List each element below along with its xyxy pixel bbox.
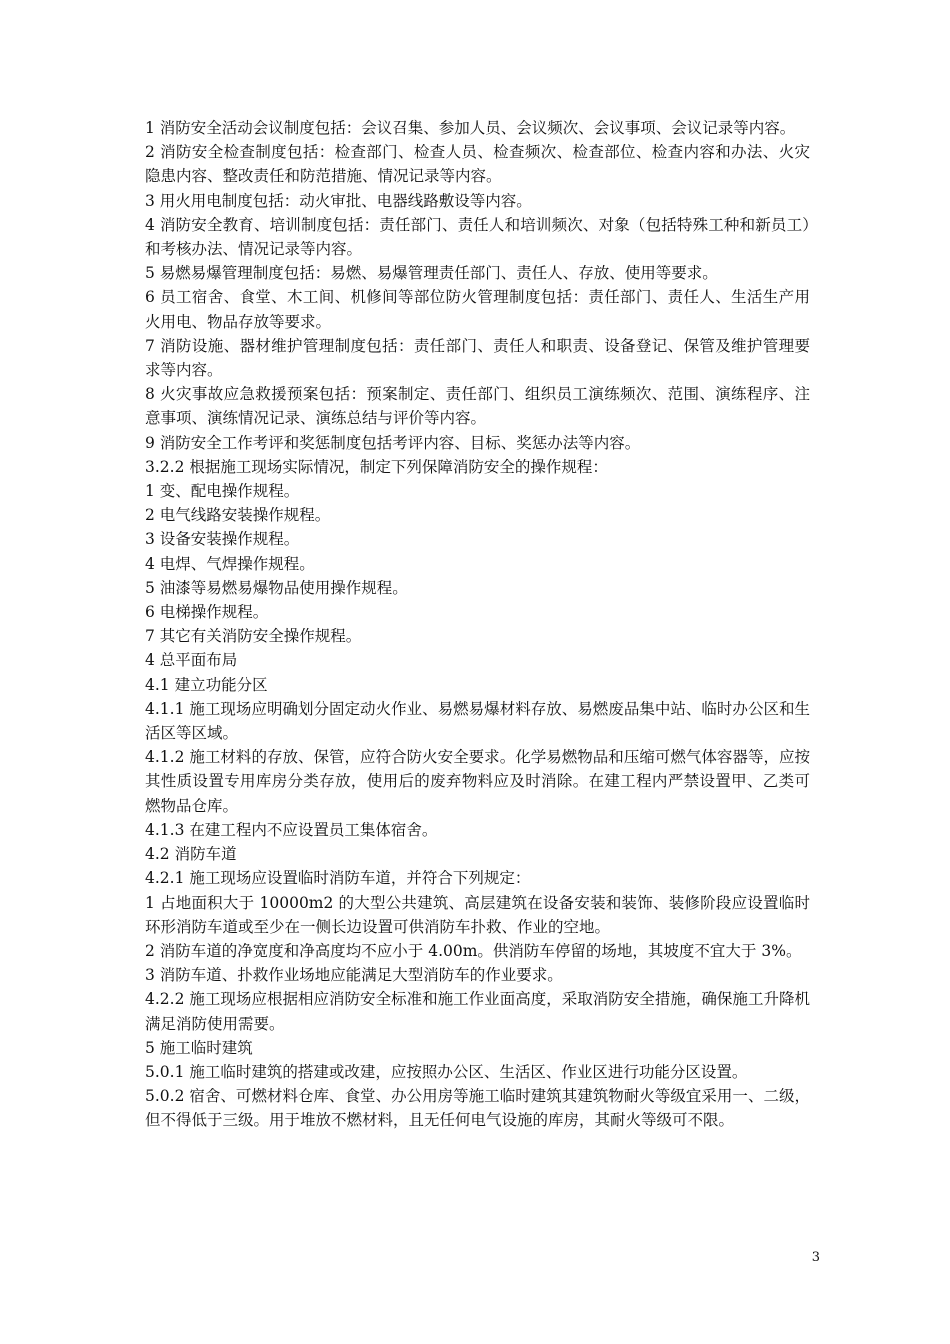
section-3-2-2: 3.2.2 根据施工现场实际情况，制定下列保障消防安全的操作规程： — [145, 457, 608, 476]
paragraph-6: 6 员工宿舍、食堂、木工间、机修间等部位防火管理制度包括：责任部门、责任人、生活生产用火用电、物品存放等要求。 — [145, 288, 810, 331]
section-4-1-2: 4.1.2 施工材料的存放、保管，应符合防火安全要求。化学易燃物品和压缩可燃气体容器等，应按其性质设置专用库房分类存放，使用后的废弃物料应及时消除。在建工程内严禁设置甲、乙类可燃物品仓库。 — [145, 748, 810, 815]
paragraph-16: 6 电梯操作规程。 — [145, 603, 269, 622]
section-4-2-1: 4.2.1 施工现场应设置临时消防车道，并符合下列规定： — [145, 869, 531, 888]
section-4-1-3: 4.1.3 在建工程内不应设置员工集体宿舍。 — [145, 820, 438, 839]
paragraph-13: 3 设备安装操作规程。 — [145, 530, 300, 549]
paragraph-2: 2 消防安全检查制度包括：检查部门、检查人员、检查频次、检查部位、检查内容和办法、火灾隐患内容、整改责任和防范措施、情况记录等内容。 — [145, 143, 810, 186]
paragraph-17: 7 其它有关消防安全操作规程。 — [145, 627, 362, 646]
paragraph-7: 7 消防设施、器材维护管理制度包括：责任部门、责任人和职责、设备登记、保管及维护管理要求等内容。 — [145, 336, 810, 380]
section-heading-4: 4 总平面布局 — [145, 651, 238, 670]
paragraph-9: 9 消防安全工作考评和奖惩制度包括考评内容、目标、奖惩办法等内容。 — [145, 433, 641, 452]
section-4-2-2: 4.2.2 施工现场应根据相应消防安全标准和施工作业面高度，采取消防安全措施，确保施工升降机满足消防使用需要。 — [145, 990, 810, 1033]
section-5-0-1: 5.0.1 施工临时建筑的搭建或改建，应按照办公区、生活区、作业区进行功能分区设置。 — [145, 1062, 748, 1081]
paragraph-3: 3 用火用电制度包括：动火审批、电器线路敷设等内容。 — [145, 191, 532, 210]
paragraph-26: 2 消防车道的净宽度和净高度均不应小于 4.00m。供消防车停留的场地，其坡度不宜大于 3%。 — [145, 941, 802, 960]
paragraph-12: 2 电气线路安装操作规程。 — [145, 506, 331, 525]
paragraph-25: 1 占地面积大于 10000m2 的大型公共建筑、高层建筑在设备安装和装饰、装修阶段应设置临时环形消防车道或至少在一侧长边设置可供消防车扑救、作业的空地。 — [145, 893, 810, 936]
page-number: 3 — [811, 1250, 820, 1265]
paragraph-4: 4 消防安全教育、培训制度包括：责任部门、责任人和培训频次、对象（包括特殊工种和新员工）和考核办法、情况记录等内容。 — [145, 215, 810, 259]
section-heading-4-1: 4.1 建立功能分区 — [145, 675, 268, 694]
paragraph-5: 5 易燃易爆管理制度包括：易燃、易爆管理责任部门、责任人、存放、使用等要求。 — [145, 264, 718, 283]
section-5-0-2: 5.0.2 宿舍、可燃材料仓库、食堂、办公用房等施工临时建筑其建筑物耐火等级宜采用一、二级，但不得低于三级。用于堆放不燃材料，且无任何电气设施的库房，其耐火等级可不限。 — [145, 1087, 810, 1130]
paragraph-11: 1 变、配电操作规程。 — [145, 482, 300, 501]
section-heading-4-2: 4.2 消防车道 — [145, 845, 237, 864]
paragraph-14: 4 电焊、气焊操作规程。 — [145, 554, 315, 573]
body-text — [145, 116, 810, 1133]
section-heading-5: 5 施工临时建筑 — [145, 1038, 253, 1057]
section-4-1-1: 4.1.1 施工现场应明确划分固定动火作业、易燃易爆材料存放、易燃废品集中站、临时办公区和生活区等区域。 — [145, 699, 810, 743]
paragraph-1: 1 消防安全活动会议制度包括：会议召集、参加人员、会议频次、会议事项、会议记录等内容。 — [145, 119, 796, 137]
paragraph-27: 3 消防车道、扑救作业场地应能满足大型消防车的作业要求。 — [145, 966, 563, 985]
paragraph-15: 5 油漆等易燃易爆物品使用操作规程。 — [145, 578, 408, 597]
paragraph-8: 8 火灾事故应急救援预案包括：预案制定、责任部门、组织员工演练频次、范围、演练程序、注意事项、演练情况记录、演练总结与评价等内容。 — [145, 385, 810, 428]
